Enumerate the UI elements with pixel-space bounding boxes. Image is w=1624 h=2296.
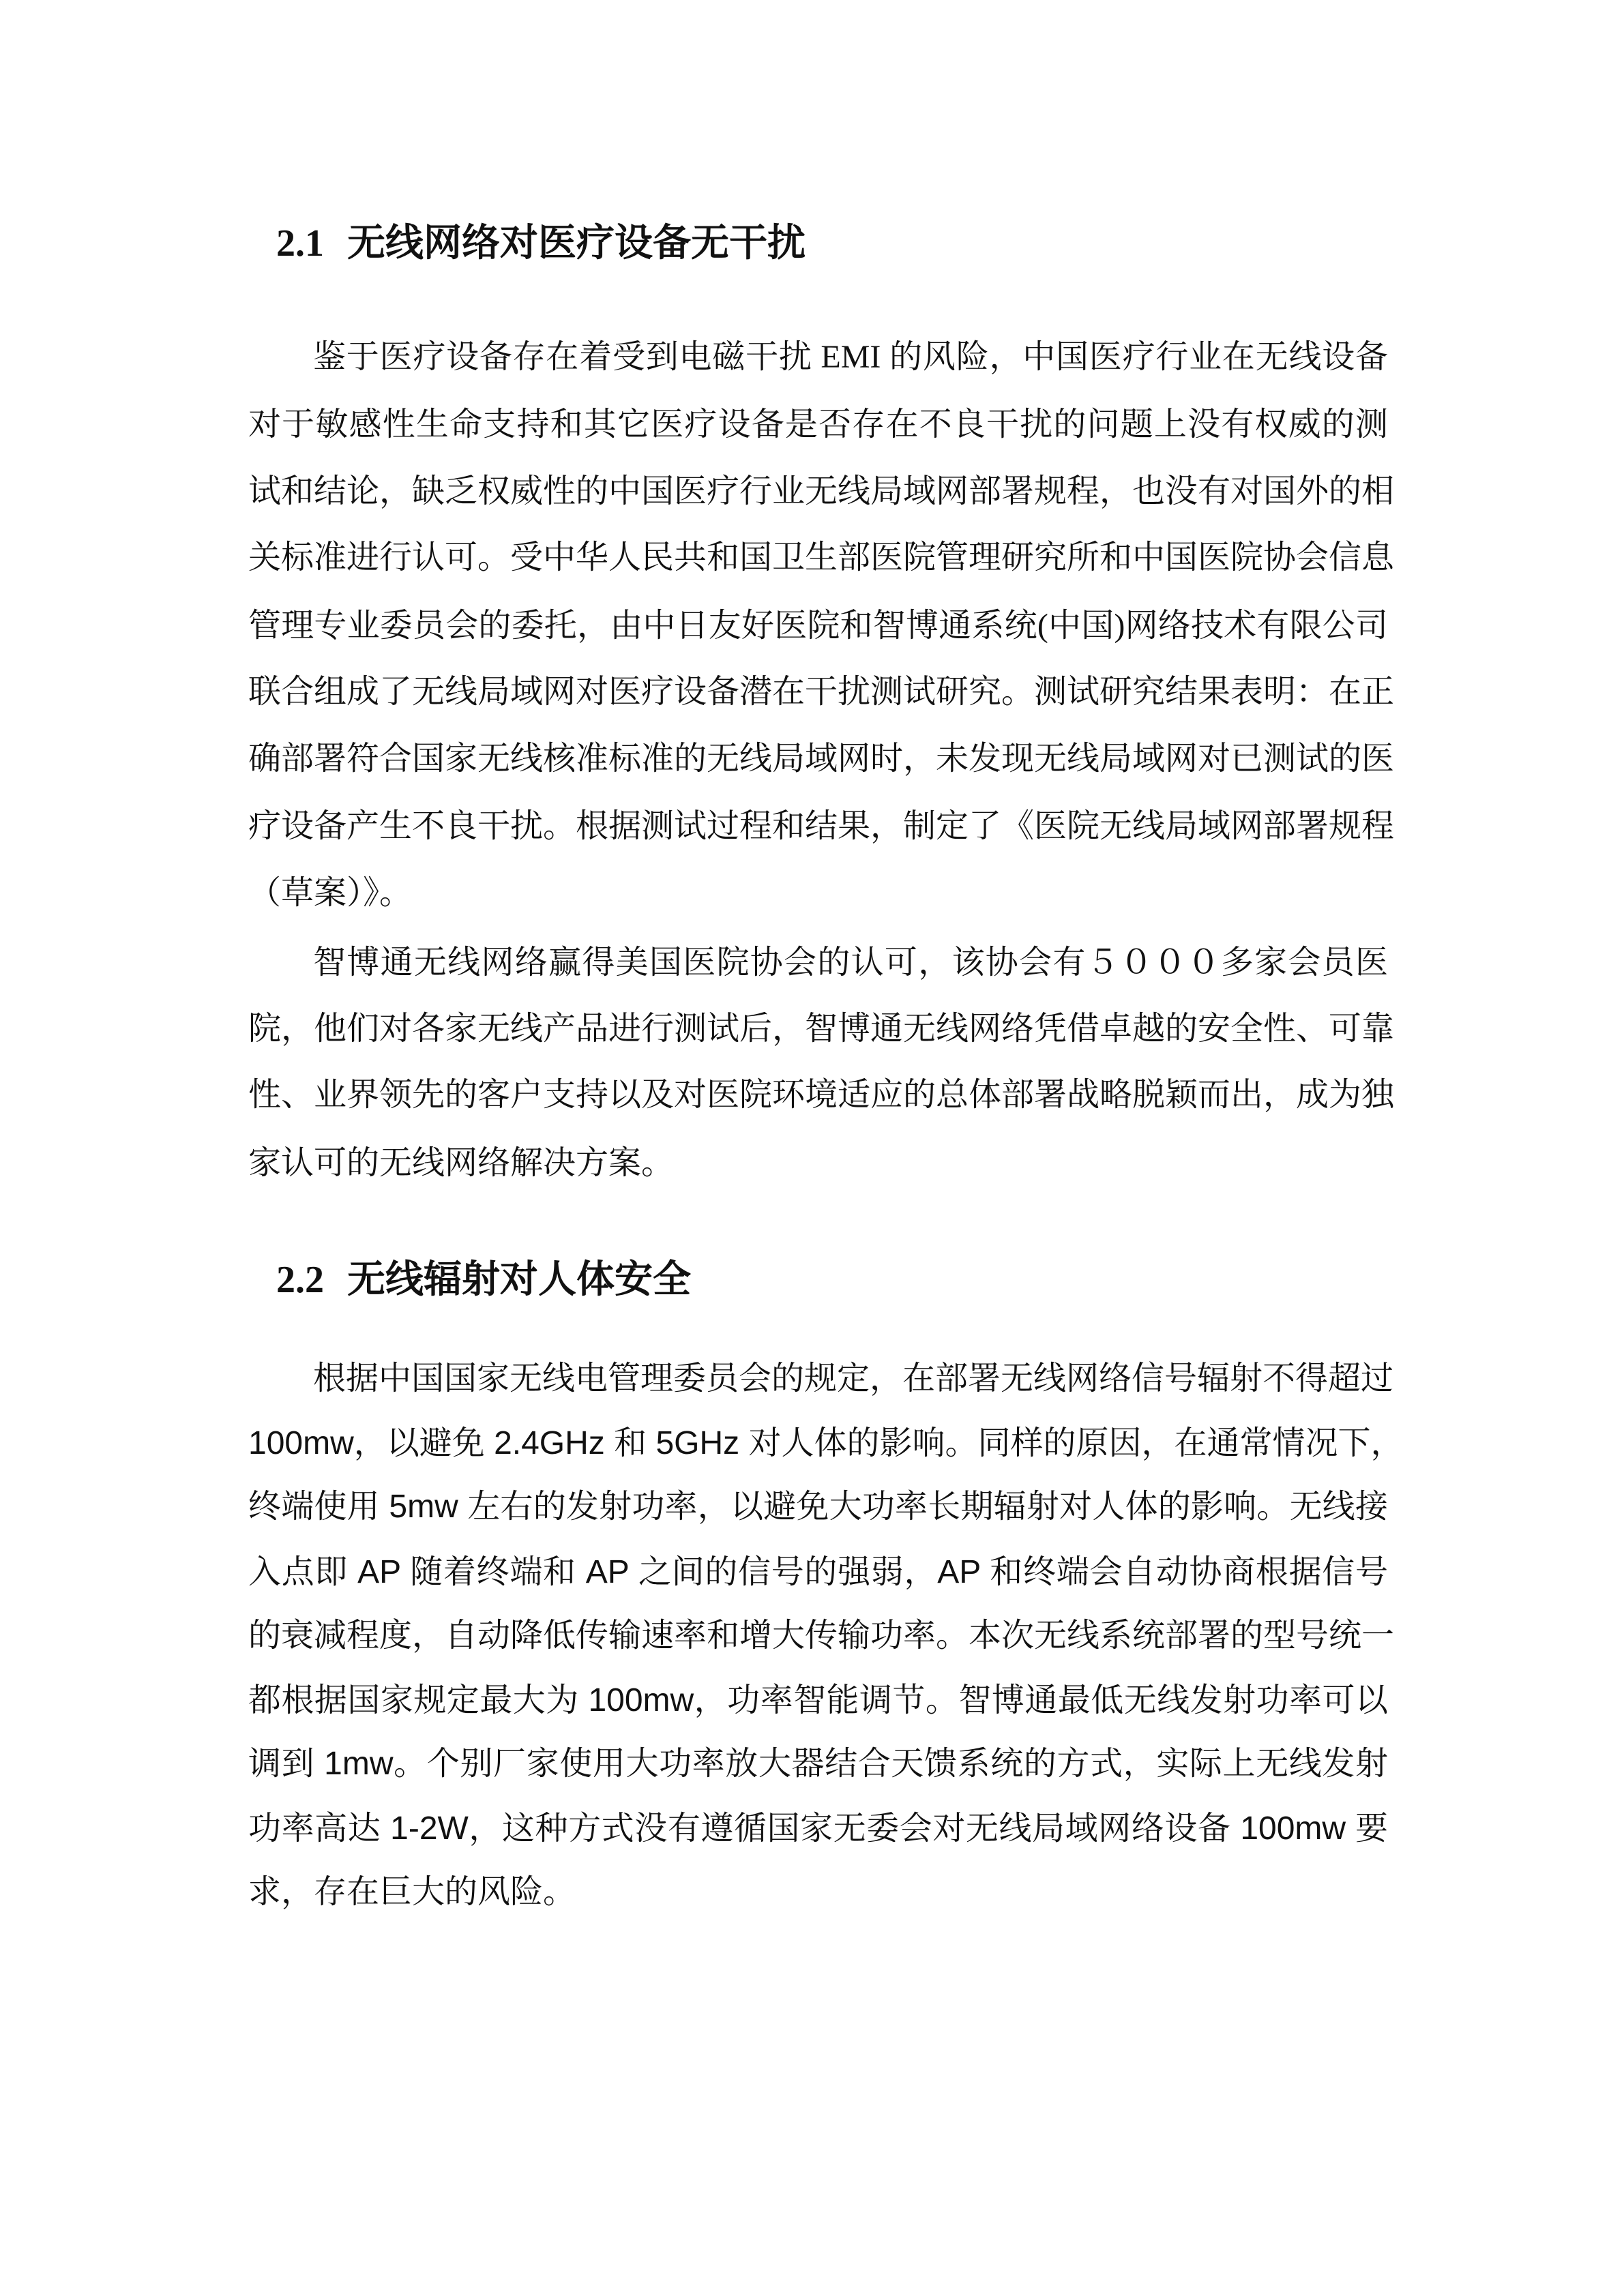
text-line: 智博通无线网络赢得美国医院协会的认可，该协会有５０００多家会员医 <box>313 944 1388 981</box>
section-number: 2.1 <box>276 222 324 265</box>
section-number: 2.2 <box>276 1259 324 1301</box>
text-line: 对于敏感性生命支持和其它医疗设备是否存在不良干扰的问题上没有权威的测 <box>248 406 1388 443</box>
text-line: 入点即 AP 随着终端和 AP 之间的信号的强弱，AP 和终端会自动协商根据信号 <box>248 1554 1388 1590</box>
text-line: 调到 1mw。个别厂家使用大功率放大器结合天馈系统的方式，实际上无线发射 <box>248 1746 1388 1782</box>
section-heading-2-1 <box>276 222 806 265</box>
text-line: 疗设备产生不良干扰。根据测试过程和结果，制定了《医院无线局域网部署规程 <box>248 808 1395 844</box>
text-line: 的衰减程度，自动降低传输速率和增大传输功率。本次无线系统部署的型号统一 <box>248 1617 1395 1654</box>
text-line: 终端使用 5mw 左右的发射功率，以避免大功率长期辐射对人体的影响。无线接 <box>248 1489 1388 1525</box>
text-line: 功率高达 1-2W，这种方式没有遵循国家无委会对无线局域网络设备 100mw 要 <box>248 1810 1388 1847</box>
text-line: 确部署符合国家无线核准标准的无线局域网时，未发现无线局域网对已测试的医 <box>248 741 1395 777</box>
text-line: 院，他们对各家无线产品进行测试后，智博通无线网络凭借卓越的安全性、可靠 <box>248 1011 1395 1047</box>
text-line: 都根据国家规定最大为 100mw，功率智能调节。智博通最低无线发射功率可以 <box>248 1682 1388 1718</box>
text-line: 鉴于医疗设备存在着受到电磁干扰 EMI 的风险，中国医疗行业在无线设备 <box>313 339 1388 375</box>
text-line: 试和结论，缺乏权威性的中国医疗行业无线局域网部署规程，也没有对国外的相 <box>248 473 1395 509</box>
text-line: 管理专业委员会的委托，由中日友好医院和智博通系统(中国)网络技术有限公司 <box>248 608 1388 644</box>
text-line: 求，存在巨大的风险。 <box>248 1874 576 1910</box>
section-title: 无线网络对医疗设备无干扰 <box>347 222 806 265</box>
text-line: 家认可的无线网络解决方案。 <box>248 1145 675 1181</box>
text-line: 根据中国国家无线电管理委员会的规定，在部署无线网络信号辐射不得超过 <box>313 1360 1394 1397</box>
text-line: 关标准进行认可。受中华人民共和国卫生部医院管理研究所和中国医院协会信息 <box>248 539 1395 576</box>
section-title: 无线辐射对人体安全 <box>347 1259 691 1301</box>
section-heading-2-2 <box>276 1258 691 1302</box>
text-line: 100mw，以避免 2.4GHz 和 5GHz 对人体的影响。同样的原因，在通常情况下， <box>248 1425 1404 1461</box>
text-line: （草案）》。 <box>248 875 413 911</box>
text-line: 性、业界领先的客户支持以及对医院环境适应的总体部署战略脱颖而出，成为独 <box>248 1077 1395 1113</box>
text-line: 联合组成了无线局域网对医疗设备潜在干扰测试研究。测试研究结果表明：在正 <box>248 674 1395 710</box>
